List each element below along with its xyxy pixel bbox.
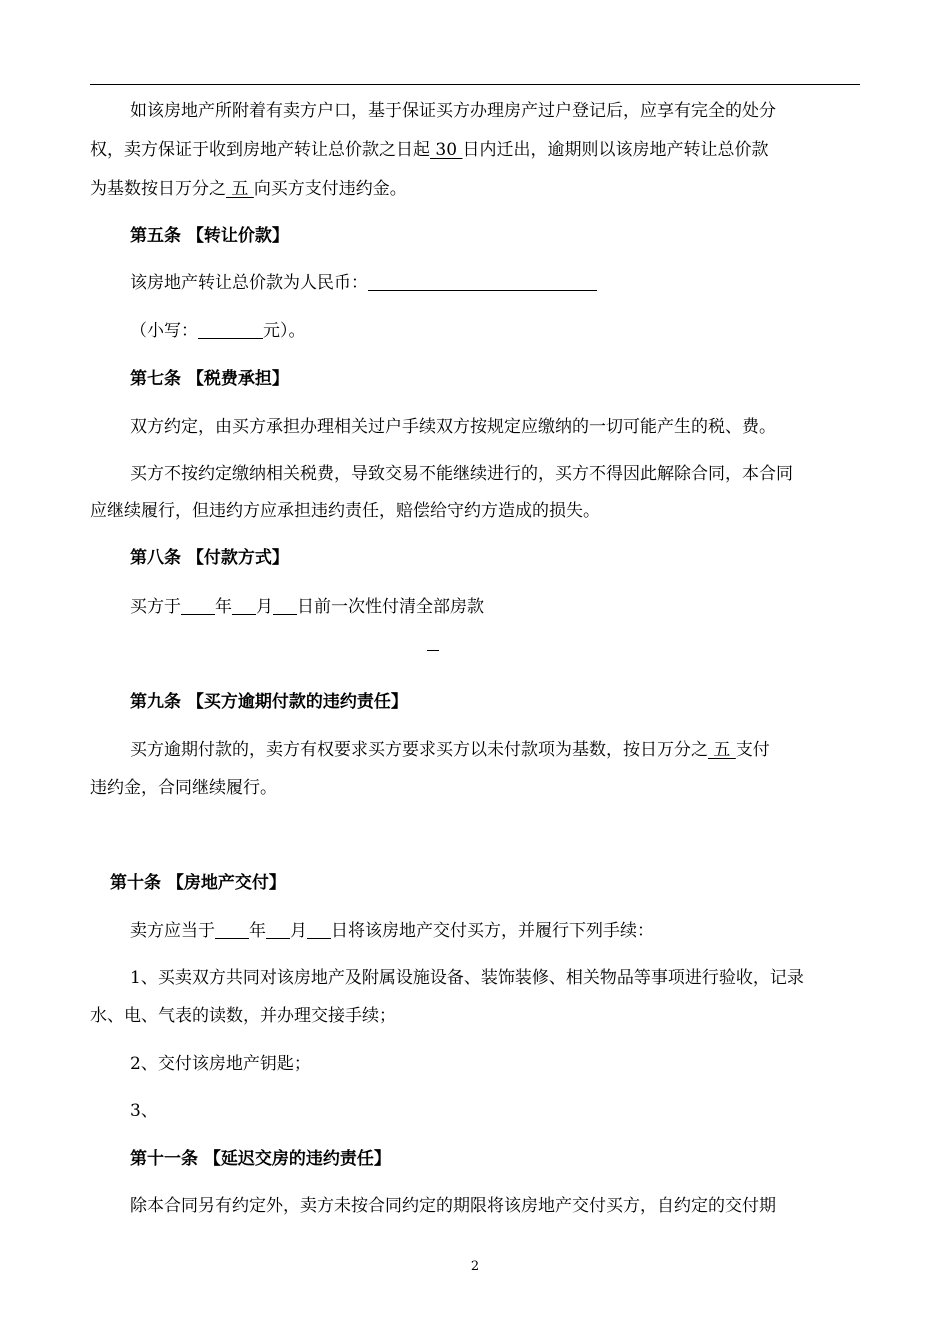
paragraph-line: 除本合同另有约定外，卖方未按合同约定的期限将该房地产交付买方，自约定的交付期 <box>130 1196 776 1216</box>
filled-rate-field[interactable]: 五 <box>708 740 736 760</box>
article-heading: 第九条 【买方逾期付款的违约责任】 <box>130 692 408 712</box>
article-heading: 第五条 【转让价款】 <box>130 226 289 246</box>
year-blank-field[interactable] <box>181 598 215 615</box>
separator-dash <box>427 650 439 651</box>
paragraph-line: 为基数按日万分之 五 向买方支付违约金。 <box>90 179 407 199</box>
paragraph-line: 买方不按约定缴纳相关税费，导致交易不能继续进行的，买方不得因此解除合同，本合同 <box>130 464 793 484</box>
list-item: 水、电、气表的读数，并办理交接手续； <box>90 1006 396 1026</box>
article-heading: 第七条 【税费承担】 <box>130 369 289 389</box>
list-item: 2、交付该房地产钥匙； <box>130 1054 311 1074</box>
article-heading: 第十条 【房地产交付】 <box>110 873 286 893</box>
article-heading: 第八条 【付款方式】 <box>130 548 289 568</box>
paragraph-line: 该房地产转让总价款为人民币： <box>130 272 597 294</box>
paragraph-line: 卖方应当于 年 月 日将该房地产交付买方，并履行下列手续： <box>130 921 654 941</box>
filled-days-field[interactable]: 30 <box>430 140 463 160</box>
page-number: 2 <box>470 1259 480 1274</box>
price-small-blank-field[interactable] <box>198 322 263 339</box>
filled-rate-field[interactable]: 五 <box>226 179 254 199</box>
paragraph-line: 买方于 年 月 日前一次性付清全部房款 <box>130 597 484 617</box>
year-blank-field[interactable] <box>215 922 249 939</box>
day-blank-field[interactable] <box>273 598 297 615</box>
article-heading: 第十一条 【延迟交房的违约责任】 <box>130 1149 391 1169</box>
month-blank-field[interactable] <box>266 922 290 939</box>
paragraph-line: 违约金，合同继续履行。 <box>90 778 277 798</box>
price-blank-field[interactable] <box>368 274 597 291</box>
header-rule <box>90 84 860 85</box>
paragraph-line: 权，卖方保证于收到房地产转让总价款之日起 30 日内迁出，逾期则以该房地产转让总价款 <box>90 140 769 160</box>
day-blank-field[interactable] <box>307 922 331 939</box>
paragraph-line: 双方约定，由买方承担办理相关过户手续双方按规定应缴纳的一切可能产生的税、费。 <box>130 417 776 437</box>
paragraph-line: 应继续履行，但违约方应承担违约责任，赔偿给守约方造成的损失。 <box>90 501 600 521</box>
paragraph-line: （小写： 元）。 <box>130 321 306 341</box>
paragraph-line: 买方逾期付款的，卖方有权要求买方要求买方以未付款项为基数，按日万分之 五 支付 <box>130 740 770 760</box>
list-item: 1、买卖双方共同对该房地产及附属设施设备、装饰装修、相关物品等事项进行验收，记录 <box>130 968 804 988</box>
month-blank-field[interactable] <box>232 598 256 615</box>
paragraph-line: 如该房地产所附着有卖方户口，基于保证买方办理房产过户登记后，应享有完全的处分 <box>130 101 776 121</box>
list-item: 3、 <box>130 1101 158 1121</box>
